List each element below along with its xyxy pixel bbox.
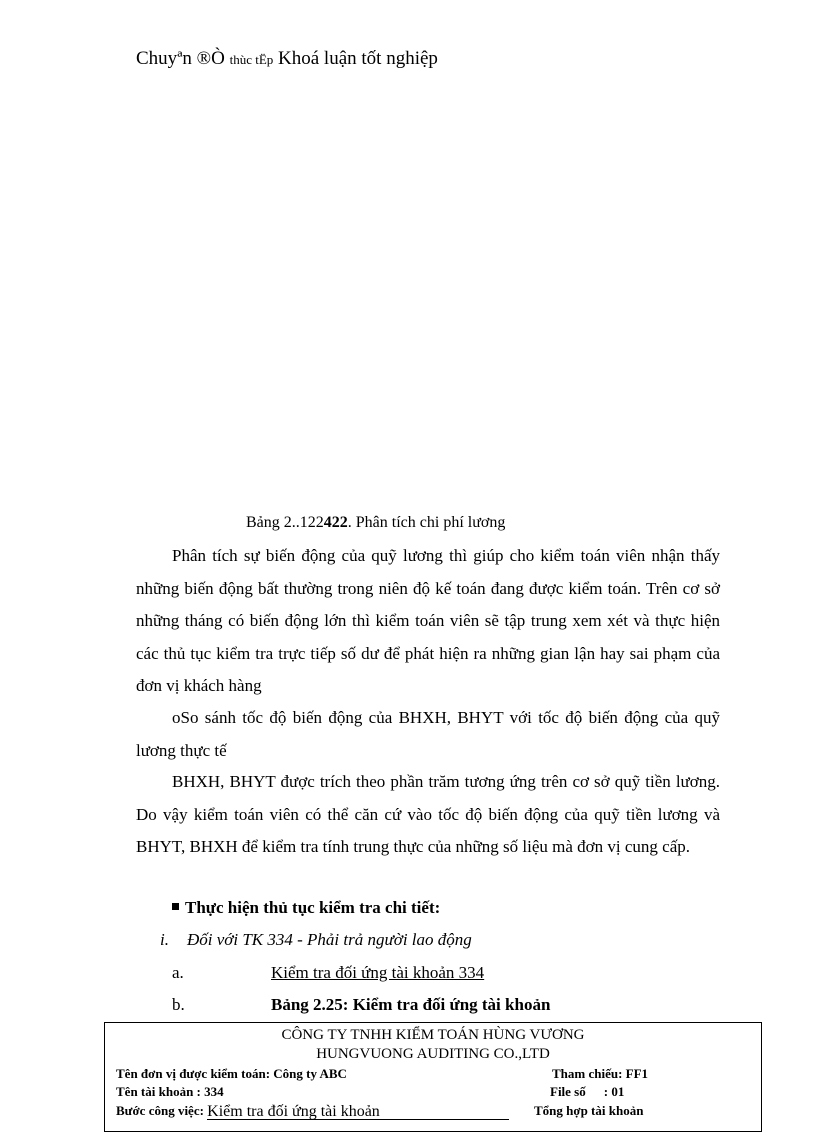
paragraph-insurance: BHXH, BHYT được trích theo phần trăm tương ứng trên cơ sở quỹ tiền lương. Do vậy kiểm toán viên có thể căn cứ vào tốc độ biến động của quỹ tiền lương và BHYT, BHXH để kiểm tra tính trung thực của những số liệu mà đơn vị cung cấp. [136, 772, 720, 856]
page-header [136, 48, 438, 70]
item-b-text: Bảng 2.25: Kiểm tra đối ứng tài khoản [271, 995, 551, 1014]
file-label: File số [550, 1084, 586, 1099]
bullet-text: Thực hiện thủ tục kiểm tra chi tiết: [185, 898, 441, 917]
company-name-en: HUNGVUONG AUDITING CO.,LTD [316, 1046, 550, 1062]
task-label: Bước công việc: [116, 1103, 204, 1118]
file-value: : 01 [603, 1084, 625, 1099]
reference-label: Tham chiếu: FF1 [552, 1066, 649, 1081]
task-value: Kiểm tra đối ứng tài khoản [207, 1105, 509, 1120]
table-caption [246, 514, 505, 532]
client-label: Tên đơn vị được kiểm toán: Công ty ABC [116, 1066, 347, 1081]
item-b-mark: b. [172, 995, 185, 1014]
company-name-vn: CÔNG TY TNHH KIỂM TOÁN HÙNG VƯƠNG [281, 1027, 585, 1043]
summary-label: Tổng hợp tài khoản [534, 1103, 644, 1118]
header-part-1: Chuy [136, 48, 178, 69]
caption-mid: .122 [295, 514, 324, 531]
header-part-2: ªn ®Ò [177, 48, 230, 69]
bullet-detail-procedures [172, 898, 440, 918]
paragraph-analysis: Phân tích sự biến động của quỹ lương thì giúp cho kiểm toán viên nhận thấy những biến động bất thường trong niên độ kế toán đang được kiểm toán. Trên cơ sở những tháng có biến động lớn thì kiểm toán viên sẽ tập trung xem xét và thực hiện các thủ tục kiểm tra trực tiếp số dư để phát hiện ra những gian lận hay sai phạm của đơn vị khách hàng [136, 546, 720, 695]
header-title: Khoá luận tốt nghiệp [273, 48, 438, 69]
account-label: Tên tài khoản : 334 [116, 1084, 224, 1099]
item-i-number: i. [160, 930, 169, 949]
item-a-mark: a. [172, 963, 184, 982]
paragraph-compare: oSo sánh tốc độ biến động của BHXH, BHYT với tốc độ biến động của quỹ lương thực tế [136, 708, 720, 760]
caption-suffix: . Phân tích chi phí lương [347, 514, 506, 531]
task-row [116, 1103, 509, 1120]
header-part-3: thùc tËp [229, 52, 274, 67]
item-i-text: Đối với TK 334 - Phải trả người lao động [187, 930, 472, 949]
item-i [160, 930, 472, 950]
caption-prefix: Bảng 2. [246, 514, 296, 531]
caption-bold: 422 [323, 514, 348, 531]
item-a-text: Kiểm tra đối ứng tài khoản 334 [271, 963, 485, 982]
square-bullet-icon [172, 903, 179, 910]
file-number [550, 1084, 624, 1100]
